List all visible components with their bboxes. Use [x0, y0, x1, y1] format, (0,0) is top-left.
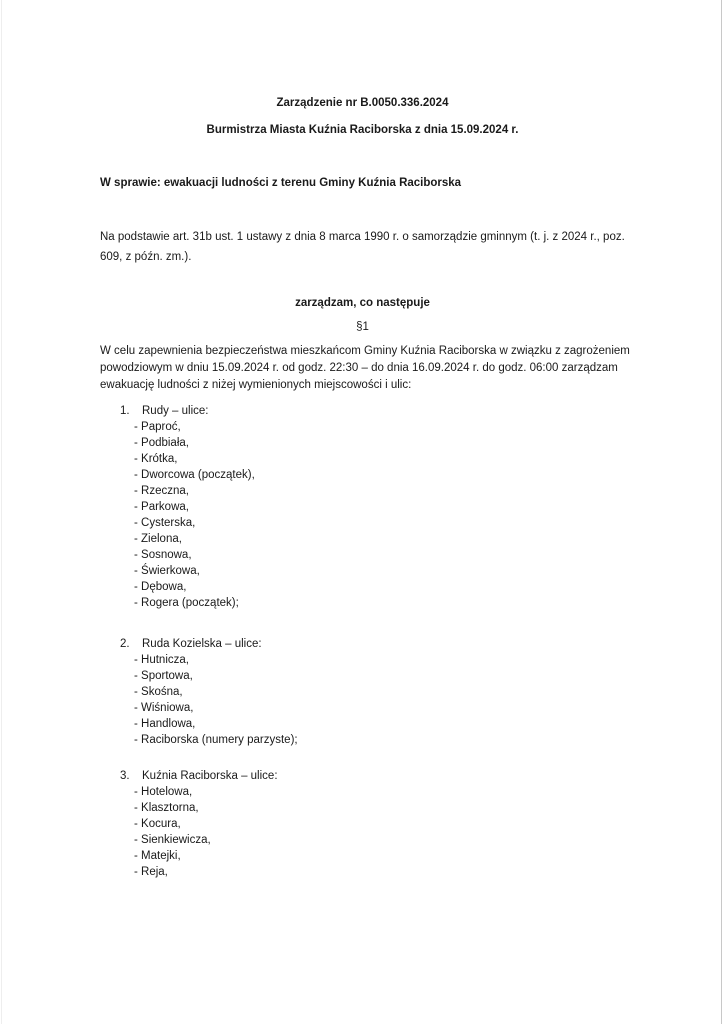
document-subject: W sprawie: ewakuacji ludności z terenu Gminy Kuźnia Raciborska — [100, 177, 462, 189]
document-title: Zarządzenie nr B.0050.336.2024 — [276, 97, 449, 109]
locality-heading: Rudy – ulice: — [142, 405, 209, 417]
street-item: - Świerkowa, — [134, 565, 200, 577]
street-item: - Klasztorna, — [134, 802, 199, 814]
street-item: - Dworcowa (początek), — [134, 469, 255, 481]
street-item: - Rogera (początek); — [134, 597, 239, 609]
street-item: - Kocura, — [134, 818, 181, 830]
locality-heading: Ruda Kozielska – ulice: — [142, 638, 262, 650]
legal-basis: Na podstawie art. 31b ust. 1 ustawy z dnia 8 marca 1990 r. o samorządzie gminnym (t. j. z 2024 r., poz. 609, z późn. zm.). — [100, 231, 625, 263]
street-item: - Zielona, — [134, 533, 182, 545]
paragraph-mark: §1 — [356, 321, 369, 333]
street-item: - Wiśniowa, — [134, 702, 194, 714]
street-item: - Handlowa, — [134, 718, 196, 730]
street-item: - Krótka, — [134, 453, 178, 465]
street-item: - Parkowa, — [134, 501, 189, 513]
scan-edge-right — [721, 0, 722, 1024]
street-item: - Sosnowa, — [134, 549, 192, 561]
document-issuer: Burmistrza Miasta Kuźnia Raciborska z dnia 15.09.2024 r. — [206, 124, 519, 136]
locality-number: 1. — [120, 405, 130, 417]
street-item: - Matejki, — [134, 850, 181, 862]
street-item: - Cysterska, — [134, 517, 196, 529]
street-item: - Raciborska (numery parzyste); — [134, 734, 298, 746]
street-item: - Dębowa, — [134, 581, 187, 593]
street-item: - Sienkiewicza, — [134, 834, 211, 846]
street-item: - Sportowa, — [134, 670, 193, 682]
street-item: - Hotelowa, — [134, 786, 193, 798]
locality-number: 2. — [120, 638, 130, 650]
street-item: - Rzeczna, — [134, 485, 189, 497]
declaration: zarządzam, co następuje — [295, 297, 430, 309]
street-item: - Hutnicza, — [134, 654, 189, 666]
locality-heading: Kuźnia Raciborska – ulice: — [142, 770, 278, 782]
street-item: - Paproć, — [134, 421, 181, 433]
street-item: - Podbiała, — [134, 437, 189, 449]
intro-paragraph: W celu zapewnienia bezpieczeństwa mieszkańcom Gminy Kuźnia Raciborska w związku z zagrożeniem powodziowym w dniu 15.09.2024 r. od godz. 22:30 – do dnia 16.09.2024 r. do godz. 06:00 zarządzam ewakuację ludności z niżej wymienionych miejscowości i ulic: — [100, 345, 630, 391]
street-item: - Skośna, — [134, 686, 183, 698]
scan-edge-left — [1, 0, 2, 1024]
locality-number: 3. — [120, 770, 130, 782]
street-item: - Reja, — [134, 866, 168, 878]
